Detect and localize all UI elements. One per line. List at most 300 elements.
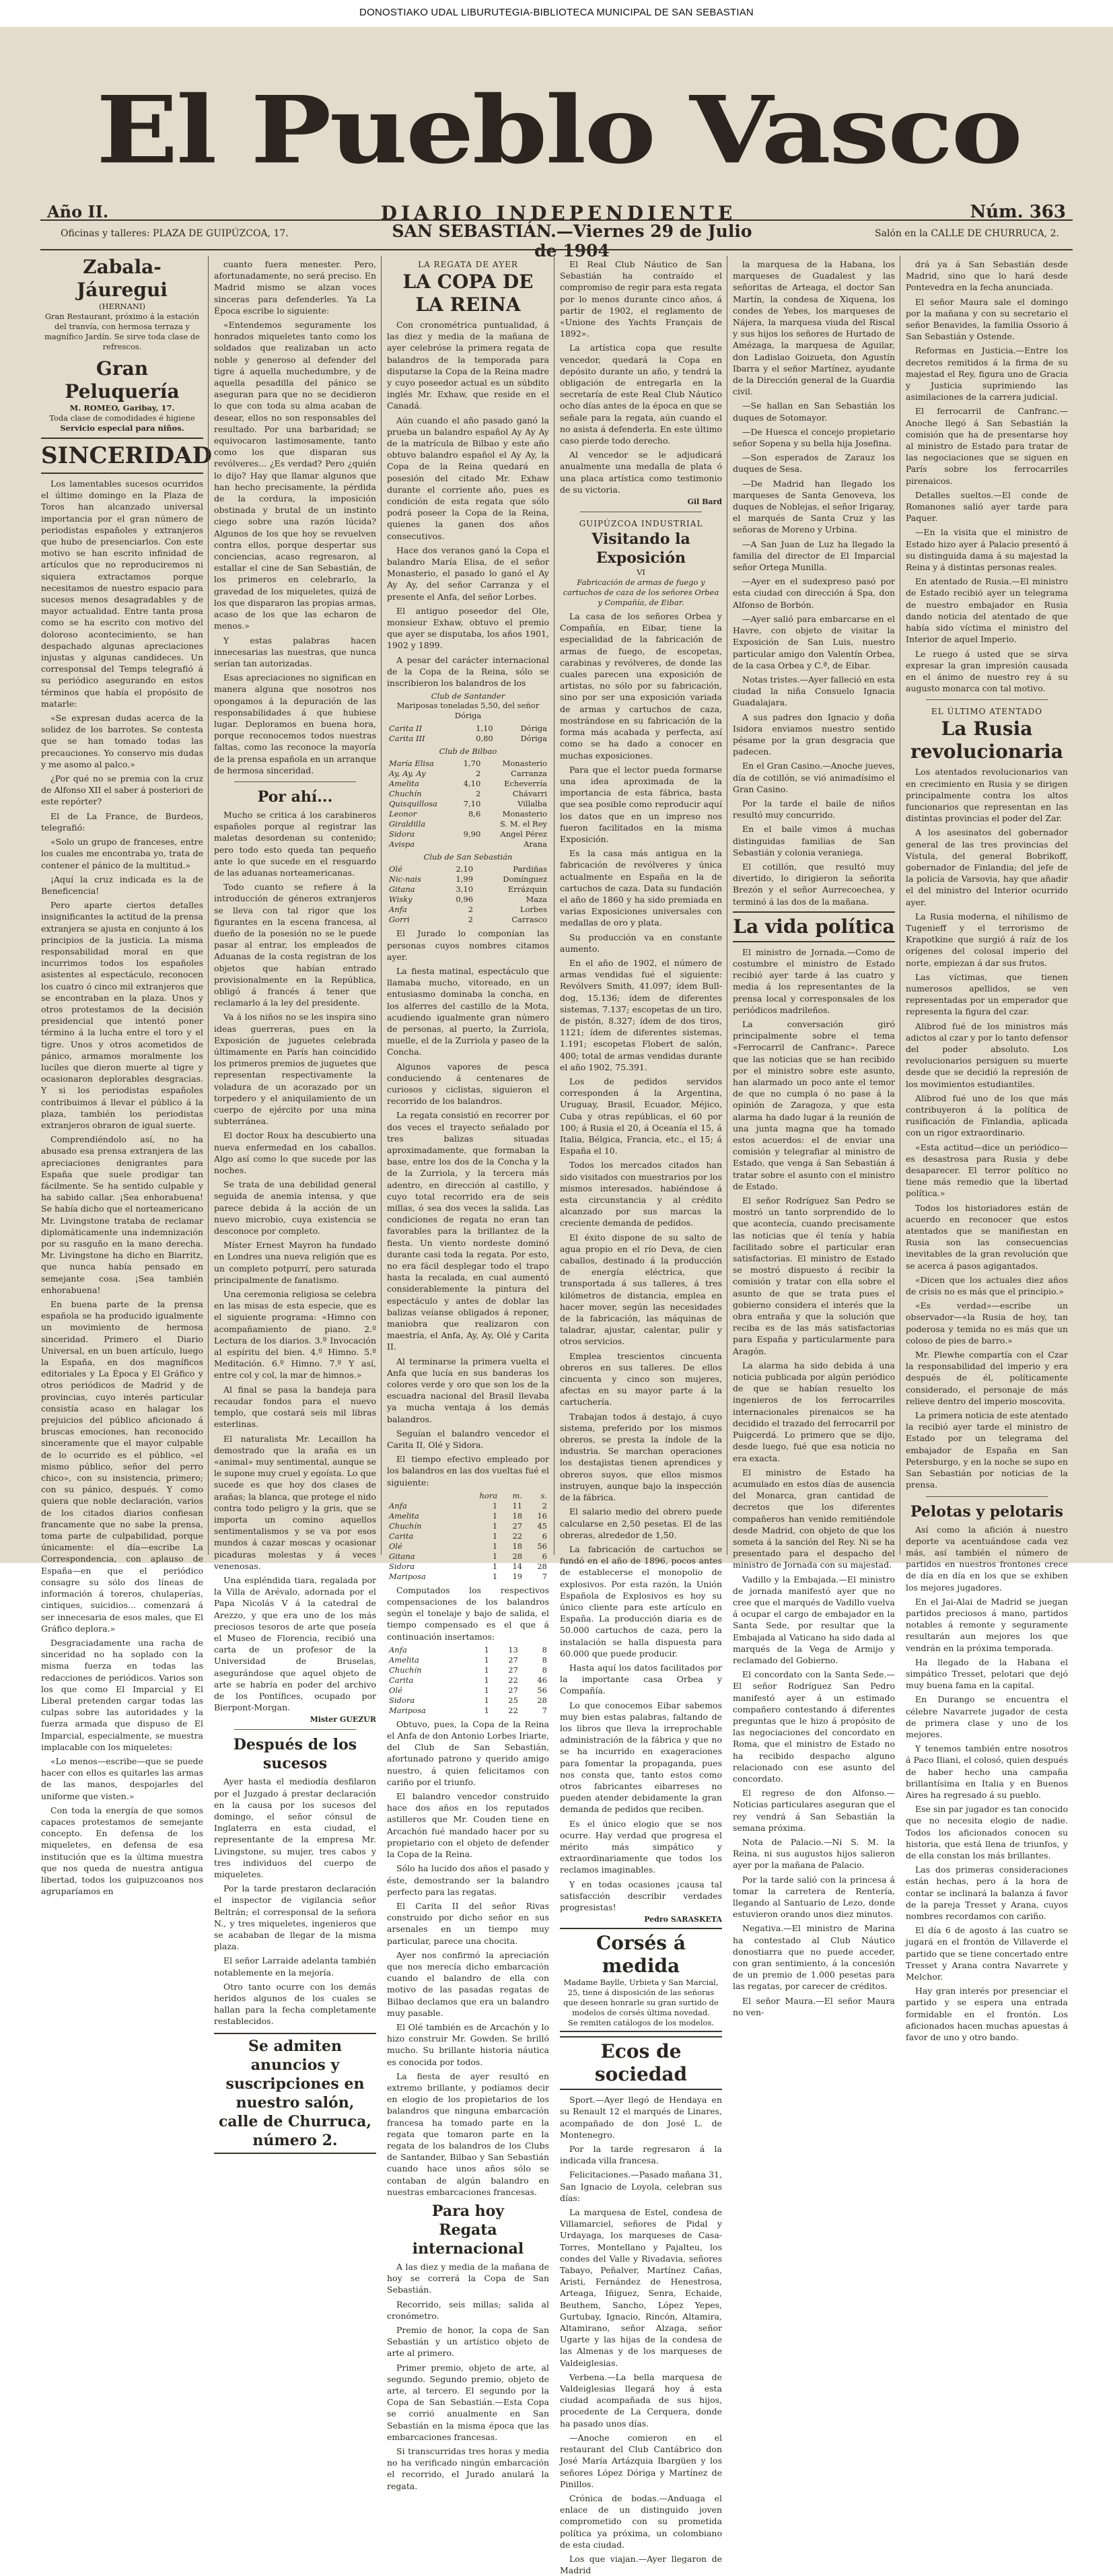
- article-paragraph: En atentado de Rusia.—El ministro de Estado recibió ayer un telegrama de nuestro embajador en Rusia dando noticia del atentado de que había sido víctima el ministro del Interior de aquel Imperio.: [906, 576, 1068, 645]
- article-paragraph: Ayer nos confirmó la apreciación que nos merecía dicho embarcación cuando el balandro de ella con motivo de las pasadas regatas de Bilbao declamos que era un balandro muy pasable.: [387, 1949, 549, 2018]
- table-cell: 22: [508, 1675, 518, 1685]
- table-cell: 45: [537, 1521, 547, 1531]
- table-cell: Leonor: [389, 809, 417, 819]
- table-cell: 1: [492, 1541, 498, 1551]
- column-separator: [381, 256, 382, 1555]
- table-cell: 0,80: [476, 734, 493, 744]
- article-paragraph: drá ya á San Sebastián desde Madrid, sino que lo hará desde Pontevedra en la fecha anunciada.: [906, 259, 1068, 293]
- table-cell: Carita III: [389, 734, 425, 744]
- article-paragraph: La Rusia moderna, el nihilismo de Tugenieff y el terrorismo de Krapotkine que surgió á raíz de los orígenes del colosal imperio del norte, empiezan á dar sus frutos.: [906, 911, 1068, 968]
- ad-corses-text: Madame Baylle, Urbieta y San Marcial, 25, tiene á disposición de las señoras que deseen honrarle su gran surtido de modelos de corsés última novedad.: [563, 1978, 719, 2018]
- article-paragraph: El cotillón, que resultó muy divertido, lo dirigieron la señorita Brezón y el señor Aurrecoechea, y terminó á las dos de la mañana.: [733, 861, 895, 907]
- article-paragraph: A las diez y media de la mañana de hoy se correrá la Copa de San Sebastián.: [387, 2261, 549, 2295]
- article-paragraph: —Se hallan en San Sebastián los duques de Sotomayor.: [733, 401, 895, 423]
- column-5: [729, 256, 899, 2017]
- table-cell: 8: [542, 1655, 547, 1665]
- article-paragraph: Por la tarde salió con la princesa á tomar la carretera de Rentería, llegando al Santuario de Lezo, donde estuvieron orando unos diez minutos.: [733, 1874, 895, 1920]
- club-santander-label: Club de Santander: [431, 691, 505, 701]
- table-cell: 27: [512, 1521, 523, 1531]
- table-row: [387, 1501, 549, 1511]
- club-bilbao-label: Club de Bilbao: [439, 746, 497, 757]
- article-paragraph: La casa de los señores Orbea y Compañía, en Eibar, tiene la especialidad de la fabricación de armas de fuego, de escopetas, carabinas y revólveres, de donde las cuales parecen una exposición de artistas, no sólo por su fabricación, sino por ser una exposición variada de armas y cartuchos de caza, mostrándose en su fabricación de la forma más acabada y perfecta, así como se ha dado a conocer en muchas exposiciones.: [560, 611, 722, 761]
- table-cell: 9,90: [463, 829, 481, 839]
- article-paragraph: Aún cuando el año pasado ganó la prueba un balandro español Ay Ay Ay de la matrícula de Bilbao y este año obtuvo balandro español el Ay Ay, la Copa de la Reina quedará en posesión del citado Mr. Exhaw durante el corriente año, pues es condición de esta regata que sólo podrá poseer la Copa de la Reina, quienes la ganen dos años consecutivos.: [387, 415, 549, 541]
- masthead: [40, 67, 1073, 236]
- article-paragraph: Detalles sueltos.—El conde de Romanones salió ayer tarde para Paquer.: [906, 489, 1068, 524]
- article-paragraph: El señor Rodríguez San Pedro se mostró un tanto sorprendido de lo que acontecía, cuando precisamente las noticias que él tenía y había facilitado sobre el particular eran satisfactorias. El ministro de Estado se mostró dispuesto á recibir la comisión y tratar con ella sobre el asunto de que se trata pues el gobierno considera el interés que la obra entraña y que la solución que reciba es de las más satisfactorias para España y particularmente para Aragón.: [733, 1195, 895, 1356]
- table-times: [387, 1491, 549, 1582]
- article-paragraph: Todos los historiadores están de acuerdo en reconocer que estos atentados que se manifiestan en Rusia son las consecuencias inevitables de la gran revolución que se acerca á pasos agigantados.: [906, 1202, 1068, 1271]
- club-san-sebastian-label: Club de San Sebastián: [423, 852, 513, 862]
- table-row: [387, 874, 549, 884]
- article-paragraph: Al final se pasa la bandeja para recaudar fondos para el nuevo templo, que costará seis mil libras esterlinas.: [214, 1384, 376, 1430]
- article-paragraph: Los lamentables sucesos ocurridos el último domingo en la Plaza de Toros han alcanzado universal importancia por el gran número de periodistas españoles y extranjeros que hubo de presenciarlos. Con este motivo se han escrito infinidad de artículos que no reproduciremos ni siquiera extractamos porque necesitamos de nuestro espacio para sucesos menos desagradables y de mayor actualidad. Entre tanta prosa como se ha escrito con motivo del doloroso acontecimiento, se han despachado algunas apreciaciones injustas y algunas candideces. Un corresponsal del Temps telegrafió á su periódico asegurando en estos términos que había el propósito de matarle:: [41, 479, 203, 709]
- article-paragraph: A sus padres don Ignacio y doña Isidora enviamos nuestro sentido pésame por la gran desgracia que padecen.: [733, 711, 895, 757]
- table-cell: Carranza: [511, 769, 547, 779]
- column-3: [383, 256, 553, 2491]
- article-paragraph: La conversación giró principalmente sobre el tema «Ferrocarril de Canfranc». Parece que las noticias que se han recibido por el ministro sobre este asunto, han alarmado un poco ante el temor de que no cumpla ó no pase á la opinión de Zaragoza, y que esta alarma ha dado lugar á la reunión de una junta magna que ha tomado estos acuerdos: el de enviar una comisión y telegrafiar al ministro de Estado, que venga á San Sebastián á tratar sobre el asunto con el ministro de Estado.: [733, 1018, 895, 1191]
- article-paragraph: Las víctimas, que tienen numerosos apellidos, se ven representadas por un emperador que representa la figura del czar.: [906, 971, 1068, 1017]
- article-paragraph: El éxito dispone de su salto de agua propio en el río Deva, de cien caballos, destinado á la producción de energía eléctrica, que transportada á sus talleres, á tres kilómetros de distancia, emplea en hacer mover, según las necesidades de la fabricación, las máquinas de taladrar, ajustar, calentar, pulir y otros servicios.: [560, 1232, 722, 1347]
- table-cell: Avispa: [389, 839, 415, 849]
- table-compensated: [387, 1645, 549, 1716]
- article-paragraph: Los que viajan.—Ayer llegaron de Madrid: [560, 2553, 722, 2576]
- article-paragraph: La fiesta matinal, espectáculo que llamaba mucho, vitoreado, en un entusiasmo dominaba la concha, en los alferres del castillo de la Mota, acudiendo igualmente gran número de personas, al puerto, la Zurriola, muelle, el de la Zurriola y paseo de la Concha.: [387, 965, 549, 1057]
- table-cell: 46: [537, 1675, 547, 1685]
- masthead-infoline: [40, 219, 1073, 260]
- article-paragraph: Por la tarde regresaron á la indicada villa francesa.: [560, 2144, 722, 2166]
- table-row: [387, 915, 549, 925]
- article-paragraph: Esas apreciaciones no significan en manera alguna que nosotros nos opongamos á la depuración de las responsabilidades á que hubiese lugar. Deploramos en buena hora, porque reconocemos todos nuestras faltas, como las reconoce la mayoría de la prensa española en un arranque de hermosa sinceridad.: [214, 672, 376, 775]
- article-paragraph: El señor Maura.—El señor Maura no ven-: [733, 1995, 895, 2017]
- table-row: [387, 819, 549, 829]
- column-separator: [208, 256, 209, 1555]
- table-cell: 1,70: [463, 759, 481, 769]
- table-cell: 2: [475, 789, 481, 799]
- table-row: [387, 799, 549, 809]
- article-paragraph: Reformas en Justicia.—Entre los decretos remitidos á la firma de su majestad el Rey, figura uno de Gracia y Justicia suprimiendo las asimilaciones de la carrera judicial.: [906, 345, 1068, 403]
- article-paragraph: Al vencedor se le adjudicará anualmente una medalla de plata ó una placa artística como testimonio de su victoria.: [560, 450, 722, 495]
- article-paragraph: La fiesta de ayer resultó en extremo brillante, y podíamos decir en elogio de los propietarios de los balandros que ninguna embarcación francesa ha tomado parte en la regata que tomaron parte en la regata de los balandros de los Clubs de Santander, Bilbao y San Sebastián cuando hace unos años sólo se contaban de algún balandro en nuestras embarcaciones francesas.: [387, 2070, 549, 2197]
- table-cell: Amelita: [389, 779, 419, 789]
- columns: [37, 256, 1077, 2576]
- article-paragraph: Si transcurridas tres horas y media no ha verificado ningún embarcación el recorrido, el Jurado anulará la regata.: [387, 2446, 549, 2491]
- table-cell: Quisquillosa: [389, 799, 437, 809]
- article-paragraph: El balandro vencedor construido hace dos años en los reputados astilleros que Mr. Couden tiene en Arcachón fué mandado hacer por su propietario con el objeto de defender la Copa de la Reina.: [387, 1791, 549, 1860]
- article-paragraph: En buena parte de la prensa española se ha producido igualmente un movimiento de hermosa sinceridad. Primero el Diario Universal, en un buen artículo, luego la España, en dos magníficos editoriales y La Época y El Gráfico y otros periódicos de Madrid y de provincias, cuyo interés particular consistía acaso en halagar los prejuicios del público aficionado á bruscas emociones, han reconocido sinceramente que el mayor culpable de lo ocurrido es el público, «el mismo público, señor del perro chico», con su insistencia, primero; con su pánico, después. Y como quiera que noble declaración, varios de los citados diarios confiesan francamente que no sabe la prensa, toma parte de culpabilidad, porque únicamente: el día—escribe La Correspondencia, con aplauso de España—en que el periódico consagre su sólo dos líneas de información á toreros, chulaperías, cintiques, suicidios... comenzará á ser innecesaria de esos males, que El Gráfico deplora.»: [41, 1299, 203, 1634]
- headline-para-hoy: Para hoy: [431, 2202, 505, 2220]
- table-row: [387, 759, 549, 769]
- article-paragraph: Computados los respectivos compensaciones de los balandros según el tonelaje y bajo de salida, el tiempo compensado es el que á continuación insertamos:: [387, 1585, 549, 1642]
- table-cell: 2: [468, 905, 474, 915]
- article-paragraph: En el Jai-Alai de Madrid se juegan partidos preciosos á mano, partidos notables á remonte y seguramente resultarán aun mejores los que vendrán en la próxima temporada.: [906, 1596, 1068, 1653]
- table-cell: Gitana: [389, 884, 415, 895]
- table-cell: Chuchín: [389, 1521, 422, 1531]
- table-cell: Wisky: [389, 895, 412, 905]
- table-cell: Angel Pérez: [500, 829, 547, 839]
- article-paragraph: «Esta actitud—dice un periódico—es desastrosa para Rusia y debe desaparecer. El terror político no tiene más remedio que la libertad política.»: [906, 1142, 1068, 1199]
- table-cell: 1: [492, 1500, 498, 1510]
- table-cell: Gorri: [389, 915, 410, 925]
- article-paragraph: Y estas palabras hacen innecesarias las nuestras, que nunca serían tan autorizadas.: [214, 635, 376, 668]
- article-paragraph: En Durango se encuentra el célebre Navarrete jugador de cesta de primera clase y uno de los mejores.: [906, 1694, 1068, 1739]
- table-cell: 1: [492, 1571, 498, 1581]
- ad-peluqueria-text2: Servicio especial para niños.: [60, 423, 184, 433]
- article-paragraph: Todo cuanto se refiere á la introducción de géneros extranjeros se lleva con tal rigor que los figurantes en la escena francesa, al dueño de la posesión no se le puede pasar al entrar, los empleados de Aduanas de la costa registran de los objetos que habían entrado provisionalmente en la República, obligó á francés á tener que reclamarlo á la ley del presidente.: [214, 882, 376, 1008]
- table-cell: 27: [508, 1665, 518, 1675]
- table-row: [387, 864, 549, 874]
- masthead-title: El Pueblo Vasco: [96, 75, 1021, 184]
- table-cell: 1,99: [456, 874, 474, 884]
- ad-zabala-text: Gran Restaurant, próximo á la estación del tranvía, con hermosa terraza y magnífico Jardín. Se sirve toda clase de refrescos.: [44, 312, 200, 351]
- table-cell: 6: [542, 1551, 547, 1561]
- table-cell: 13: [508, 1644, 518, 1655]
- table-cell: 1: [492, 1531, 498, 1541]
- article-paragraph: —De Madrid han llegado los marqueses de Santa Genoveva, los duques de Noblejas, el señor Irigaray, el marqués de Santa Cruz y las señoras de Moreno y Urbina.: [733, 478, 895, 535]
- article-paragraph: Premio de honor, la copa de San Sebastián y un artístico objeto de arte al primero.: [387, 2325, 549, 2359]
- article-paragraph: Vadillo y la Embajada.—El ministro de jornada manifestó ayer que no cree que el marqués de Vadillo vuelva á ocupar el cargo de embajador en la Santa Sede, por resultar que la Embajada al Vaticano ha sido dada al marqués de la Vega de Armijo y reclamado del Gobierno.: [733, 1574, 895, 1665]
- article-paragraph: La fabricación de cartuchos se fundó en el año de 1896, pocos antes de establecerse el monopolio de explosivos. Por esta razón, la Unión Española de Explosivos es hoy su único cliente para este artículo en España. La producción diaria es de 50.000 cartuchos de caza, pero la instalación se halla dispuesta para 60.000 que puede producir.: [560, 1543, 722, 1659]
- article-paragraph: El regreso de don Alfonso.—Noticias particulares aseguran que el rey vendrá á San Sebastián la semana próxima.: [733, 1788, 895, 1833]
- roman-numeral: VI: [637, 567, 645, 578]
- article-paragraph: Hasta aquí los datos facilitados por la importante casa Orbea y Compañía.: [560, 1662, 722, 1696]
- table-cell: Echeverría: [504, 779, 547, 789]
- dateline: SAN SEBASTIÁN.—Viernes 29 de Julio de 1904: [392, 221, 752, 260]
- table-cell: 28: [537, 1561, 547, 1571]
- article-paragraph: Ayer hasta el mediodía desfilaron por el Juzgado á prestar declaración en la causa por los sucesos del domingo, el señor cónsul de Inglaterra en esta ciudad, el representante de la empresa Mr. Livingstone, su mujer, tres cabos y tres individuos del cuerpo de miqueletes.: [214, 1776, 376, 1879]
- table-cell: 3,10: [456, 884, 474, 895]
- table-cell: 2: [475, 769, 481, 779]
- article-paragraph: Otro tanto ocurre con los demás heridos algunos de los cuales se hallan para la fecha completamente restablecidos.: [214, 1981, 376, 2027]
- article-paragraph: A pesar del carácter internacional de la Copa de la Reina, sólo se inscribieron los balandros de los: [387, 654, 549, 689]
- archive-header: DONOSTIAKO UDAL LIBURUTEGIA-BIBLIOTECA MUNICIPAL DE SAN SEBASTIAN: [0, 0, 1113, 27]
- ad-zabala-sub: (HERNANI): [98, 302, 146, 311]
- table-cell: 1: [492, 1510, 498, 1521]
- table-cell: [455, 839, 482, 849]
- article-paragraph: Sólo ha lucido dos años el pasado y éste, demostrando ser la balandro perfecto para las regatas.: [387, 1863, 549, 1897]
- article-paragraph: Con cronométrica puntualidad, á las diez y media de la mañana de ayer celebróse la primera regata de balandros de la temporada para disputarse la Copa de la Reina madre y cuyo poseedor actual es un súbdito inglés Mr. Exhaw, que reside en el Canadá.: [387, 320, 549, 411]
- divider: [926, 699, 1048, 700]
- table-cell: Nic-nais: [389, 874, 421, 884]
- article-paragraph: Crónica de bodas.—Anduaga el enlace de un distinguido joven comprometido con su prometida política ya próxima, un colombiano de esta ciudad.: [560, 2493, 722, 2550]
- table-row: [387, 1696, 549, 1706]
- headline-despues-sucesos: Después de los sucesos: [233, 1736, 357, 1773]
- article-paragraph: ¿Por qué no se premia con la cruz de Alfonso XII el saber á posteriori de este repórter?: [41, 773, 203, 807]
- article-paragraph: Primer premio, objeto de arte, al segundo. Segundo premio, objeto de arte, al tercero. El segundo por la Copa de San Sebastián.—Esta Copa se corrió anualmente en San Sebastián en la misma época que las embarcaciones francesas.: [387, 2362, 549, 2442]
- headline-rusia-revolucionaria: La Rusia revolucionaria: [910, 718, 1063, 763]
- article-paragraph: Comprendiéndolo así, no ha abusado esa prensa extranjera de las apreciaciones denigrantes para España que suele prodigar tan fácilmente. Se ha sentido culpable y ha sabido callar. ¡Sea enhorabuena! Se había dicho que el norteamericano Mr. Livingstone trataba de reclamar diplomáticamente una indemnización por su rasguño en la mano derecha. Mr. Livingstone ha dicho en Biarritz, que nunca había pensado en semejante cosa. ¡Sea también enhorabuena!: [41, 1134, 203, 1295]
- article-paragraph: A los asesinatos del gobernador general de las tres provincias del Vístula, del general Bobrikoff, gobernador de Finlandia; del jefe de la policía de Varsovia, hay que añadir el del ministro del Interior ocurrido ayer.: [906, 827, 1068, 907]
- table-cell: 56: [537, 1541, 547, 1551]
- ad-peluqueria-title: Gran Peluquería: [65, 357, 180, 403]
- table-cell: 27: [508, 1685, 518, 1695]
- table-cell: Ay, Ay, Ay: [389, 769, 426, 779]
- table-cell: Sidora: [389, 1695, 415, 1705]
- table-santander: [387, 724, 549, 744]
- article-paragraph: «Solo un grupo de franceses, entre los cuales me encontraba yo, trata de contener el pánico de la multitud.»: [41, 837, 203, 870]
- table-cell: 11: [512, 1500, 523, 1510]
- article-paragraph: El día 6 de agosto á las cuatro se jugará en el frontón de Villaverde el partido que se tiene concertado entre Tresset y Arana contra Navarrete y Melchor.: [906, 1925, 1068, 1982]
- table-cell: Olé: [389, 1541, 402, 1551]
- article-paragraph: Así como la afición á nuestro deporte va acentuándose cada vez más, así también el número de partidos en nuestros frontones crece de día en día en los que se exhiben los mejores jugadores.: [906, 1524, 1068, 1593]
- article-paragraph: cuanto fuera menester. Pero, afortunadamente, no será preciso. En Madrid mismo se alzan voces sinceras para defenderles. Ya La Época escribe lo siguiente:: [214, 259, 376, 316]
- column-4: [556, 256, 726, 2576]
- article-paragraph: El tiempo efectivo empleado por los balandros en las dos vueltas fué el siguiente:: [387, 1454, 549, 1488]
- article-paragraph: —Ayer salió para embarcarse en el Havre, con objeto de visitar la Exposición de San Luis, nuestro particular amigo don Valentín Orbea, de la casa Orbea y C.ª, de Eibar.: [733, 613, 895, 670]
- article-paragraph: El doctor Roux ha descubierto una nueva enfermedad en los caballos. Algo así como lo que sucede por las noches.: [214, 1130, 376, 1176]
- table-header-cell: [387, 1491, 460, 1501]
- article-paragraph: Los atentados revolucionarios van en crecimiento en Rusia y se dirigen principalmente contra los altos funcionarios que representan en las distintas provincias el poder del Zar.: [906, 767, 1068, 824]
- table-cell: 27: [508, 1655, 518, 1665]
- table-cell: 19: [512, 1571, 523, 1581]
- article-paragraph: Todos los mercados citados han sido visitados con muestrarios por los mismos interesados, habiéndose á esta circunstancia y al crédito alcanzado por sus marcas la creciente demanda de pedidos.: [560, 1160, 722, 1228]
- table-row: [387, 1531, 549, 1541]
- table-cell: Mariposa: [389, 1705, 426, 1715]
- article-paragraph: Algunos vapores de pesca conduciendo á centenares de curiosos y ciclistas, siguieron el recorrido de los balandros.: [387, 1061, 549, 1107]
- table-cell: Monasterio: [502, 759, 547, 769]
- table-cell: 6: [542, 1531, 547, 1541]
- article-paragraph: «Es verdad»—escribe un observador—«la Rusia de hoy, tan poderosa y temida no es más que un coloso de pies de barro.»: [906, 1300, 1068, 1346]
- article-paragraph: ¡Aquí la cruz indicada es la de Beneficencia!: [41, 874, 203, 896]
- subscription-notice: Se admiten anuncios y suscripciones en nuestro salón, calle de Churruca, número 2.: [218, 2037, 372, 2149]
- article-paragraph: La marquesa de Estel, condesa de Villamarciel, señores de Pidal y Urdayaga, los marqueses de Casa-Torres, Montellano y Pajalteu, los condes del Valle y Rivadavia, señores Tabayo, Peñalver, Martínez Cañas, Aristi, Fernández de Henestrosa, Arteaga, Iñiguez, Senra, Echaide, Beuthem, Sancho, López Yepes, Gurtubay, Ignacio, Rincón, Altamira, Altamirano, señor Alzaga, señor Ugarte y las hijas de la condesa de las Almenas y de los marqueses de Valdeiglesias.: [560, 2207, 722, 2368]
- table-row: [387, 779, 549, 789]
- article-paragraph: Mucho se critica á los carabineros españoles porque al registrar las maletas desordenan su contenido; pero todo esto queda tan pequeño ante lo que sucede en el resguardo de las aduanas norteamericanas.: [214, 809, 376, 878]
- article-paragraph: Felicitaciones.—Pasado mañana 31, San Ignacio de Loyola, celebran sus días:: [560, 2169, 722, 2203]
- table-row: [387, 905, 549, 915]
- article-paragraph: Notas tristes.—Ayer falleció en esta ciudad la niña Consuelo Ignacia Guadalajara.: [733, 674, 895, 708]
- table-header-cell: m.: [512, 1490, 523, 1500]
- article-paragraph: Hace dos veranos ganó la Copa el balandro María Elisa, de el señor Monasterio, el pasado lo ganó el Ay Ay Ay, del señor Carranza y el presente el Anfa, del señor Lorbes.: [387, 545, 549, 602]
- article-paragraph: Una espléndida tiara, regalada por la Villa de Arévalo, adornada por el Papa Nicolás V á la catedral de Arezzo, y que era uno de los más preciosos tesoros de arte que poseía el Museo de Florencia, recibió una carta de un profesor de la Universidad de Bruselas, asegurándose que aquel objeto de arte se habría en poder del archivo de los Pontífices, ocupado por Bierpont-Morgan.: [214, 1574, 376, 1713]
- article-paragraph: Emplea trescientos cincuenta obreros en sus talleres. De ellos cincuenta y cinco son mujeres, afectas en su mayor parte á la cartuchería.: [560, 1350, 722, 1407]
- article-paragraph: Y en todas ocasiones ¡causa tal satisfacción describir verdades progresistas!: [560, 1879, 722, 1912]
- table-cell: Mariposa: [389, 1571, 426, 1581]
- article-paragraph: Para que el lector pueda formarse una idea aproximada de la importancia de esta fábrica, basta que sea posible como reproducir aquí los datos que en un impreso nos fueron facilitados en la misma Exposición.: [560, 764, 722, 844]
- table-row: [387, 884, 549, 895]
- kicker-guipuzcoa-industrial: GUIPÚZCOA INDUSTRIAL: [579, 519, 703, 529]
- masthead-subtitle: DIARIO INDEPENDIENTE: [380, 202, 737, 224]
- table-row: [387, 1655, 549, 1665]
- article-paragraph: Pero aparte ciertos detalles insignificantes la actitud de la prensa extranjera se ajusta en conjunto á los principios de la justicia. La misma responsabilidad moral en que incurrimos todos los españoles asistentes al espectáculo, reconocen los cuatro ó cinco mil extranjeros que se encontraban en la plaza. Unos y otros protestamos de la decisión presidencial que intentó poner término á la lucha entre el toro y el tigre. Unos y otros acometidos de pánico, armamos moralmente los lucíles que dieron muerte al tigre y ocasionaron deplorables desgracias. Y si los periodistas españoles contribuimos á llevar el público á la plaza, también los periodistas extranjeros obraron de igual suerte.: [41, 900, 203, 1130]
- article-paragraph: El ministro de Estado ha acumulado en estos días de ausencia del Monarca, gran cantidad de decretos que los diferentes compañeros han venido remitiéndole desde Madrid, con objeto de que los someta á la sanción del Rey. Ni se ha presentado para el despacho del ministro de Jornada con su majestad.: [733, 1467, 895, 1570]
- article-paragraph: El Olé también es de Arcachón y lo hizo construir Mr. Gowden. Se brilló mucho. Su brillante historia náutica es conocida por todos.: [387, 2021, 549, 2067]
- table-cell: S. M. el Rey: [500, 819, 547, 829]
- table-cell: 16: [537, 1510, 547, 1521]
- column-6: [902, 256, 1072, 2043]
- table-cell: Lorbes: [519, 905, 547, 915]
- table-cell: 0,96: [456, 895, 474, 905]
- table-cell: Chuchín: [389, 789, 422, 799]
- table-cell: 1: [484, 1655, 489, 1665]
- table-cell: 1: [492, 1521, 498, 1531]
- article-paragraph: —De Huesca el concejo propietario señor Sopena y su bella hija Josefina.: [733, 426, 895, 449]
- table-cell: 7: [542, 1705, 547, 1715]
- table-cell: 1: [484, 1675, 489, 1685]
- article-paragraph: Le ruego á usted que se sirva expresar la gran impresión causada en el ánimo de nuestro rey á su augusto monarca con tal motivo.: [906, 648, 1068, 694]
- signature: Gil Bard: [687, 497, 722, 507]
- table-san-sebastian: [387, 864, 549, 925]
- article-paragraph: En el año de 1902, el número de armas vendidas fué el siguiente: Revólvers Smith, 41.097; ídem Bull-dog, 15.136; ídem de diferentes sistemas, 7.137; escopetas de un tiro, de pistón, 8.327; ídem de dos tiros, 1121; ídem de diferentes sistemas, 1.191; escopetas Flobert de salón, 400; total de armas vendidas durante el año 1902, 75.391.: [560, 957, 722, 1072]
- article-paragraph: —Ayer en el sudexpreso pasó por esta ciudad con dirección á Spa, don Alfonso de Borbón.: [733, 576, 895, 610]
- table-cell: Giraldilla: [389, 819, 426, 829]
- article-paragraph: El Real Club Náutico de San Sebastián ha contraído el compromiso de regir para esta regata por lo menos durante cinco años, á partir de 1902, el reglamento de «Unione des Yachts Français de 1892».: [560, 259, 722, 339]
- article-paragraph: Las dos primeras consideraciones están hechas, pero á la hora de contar se inclinará la balanza á favor de la pareja Tresset y Arana, cuyos nombres recordamos con cariño.: [906, 1865, 1068, 1921]
- table-cell: Gitana: [389, 1551, 415, 1561]
- headline-visitando-exposicion: Visitando la Exposición: [591, 530, 690, 567]
- article-paragraph: El antiguo poseedor del Ole, monsieur Exhaw, obtuvo el premio que ayer se disputaba, los años 1901, 1902 y 1899.: [387, 605, 549, 651]
- table-cell: Sidora: [389, 1561, 415, 1571]
- table-row: [387, 1675, 549, 1685]
- article-paragraph: Y tenemos también entre nosotros á Paco Iliani, el colosó, quien después de haber hecho una campaña brillantísima en Italia y en Buenos Aires ha regresado á su pueblo.: [906, 1743, 1068, 1800]
- headline-pelotas-pelotaris: Pelotas y pelotaris: [910, 1502, 1064, 1521]
- article-paragraph: La artística copa que resulte vencedor, quedará la Copa en depósito durante un año, y tendrá la obligación de entregarla en la secretaría de este Real Club Náutico ocho días antes de la época en que se señale para la regata, aún cuando el no asista á defenderla. En este último caso pierde todo derecho.: [560, 343, 722, 446]
- table-row: [387, 839, 549, 849]
- article-paragraph: En el Gran Casino.—Anoche jueves, día de cotillón, se vió animadísimo el Gran Casino.: [733, 761, 895, 794]
- column-1: [37, 256, 213, 1897]
- article-paragraph: Verbena.—La bella marquesa de Valdeiglesias llegará hoy á esta ciudad acompañada de sus hijos, procedente de La Cerquera, donde ha pasado unos días.: [560, 2371, 722, 2429]
- article-paragraph: El Jurado lo componían las personas cuyos nombres citamos ayer.: [387, 928, 549, 962]
- table-cell: Anfa: [389, 1500, 407, 1510]
- table-row: [387, 895, 549, 905]
- article-paragraph: El Carita II del señor Rivas construido por dicho señor en sus arsenales en un tiempo muy particular, parece una chocita.: [387, 1900, 549, 1946]
- table-row: [387, 809, 549, 819]
- offices-address: Oficinas y talleres: PLAZA DE GUIPÚZCOA, 17.: [61, 228, 289, 239]
- article-paragraph: Ese sin par jugador es tan conocido que no necesita elogio de nadie. Todos los aficionados conocen su historia, que está llena de triunfos, y de ella constan los más brillantes.: [906, 1804, 1068, 1860]
- table-row: [387, 1706, 549, 1716]
- table-cell: Dóriga: [520, 734, 547, 744]
- table-cell: Olé: [389, 864, 402, 874]
- signature: Mister GUEZUR: [310, 1715, 376, 1725]
- ad-peluqueria-text: Toda clase de comodidades é higiene: [49, 413, 195, 423]
- table-cell: Villalba: [517, 799, 547, 809]
- table-cell: Anfa: [389, 1644, 407, 1655]
- table-cell: Carita II: [389, 724, 423, 734]
- article-paragraph: «Entendemos seguramente los honrados miqueletes tanto como los soldados que realizaban un acto noble y generoso al defender del tigre á aquella muchedumbre, y de aquella pesadilla del pánico se aseguran para que no se decidieron lo que con toda su alma acaban de desear, ellos no son responsables del resultado. Por una barbaridad; se equivocaron lastimosamente, tanto como los que disparan sus revólveres... ¿Es verdad? Pero ¿quién lo dijo? Hay que llamar algunos que han hecho precisamente, la pérdida de la cordura, la imposición obstinada y brutal de un instinto ciego sobre una razón lúcida? Algunos de los que hoy se revuelven contra ellos, porque despertar sus conciencias, acaso regresaron, al estallar el cine de San Sebastián, de los primeros en celebrarlo, la gravedad de los miqueletes, quizá de los que dispararon las propias armas, acaso de los que las echaron de menos.»: [214, 320, 376, 631]
- table-cell: 2: [542, 1500, 547, 1510]
- article-paragraph: Por la tarde el baile de niños resultó muy concurrido.: [733, 798, 895, 821]
- article-paragraph: El señor Maura sale el domingo por la mañana y con su secretario el señor Benavides, la familia Ossorio á San Sebastián y Ostende.: [906, 296, 1068, 342]
- headline-ecos-sociedad: Ecos de sociedad: [594, 2040, 688, 2086]
- table-cell: Carita: [389, 1531, 414, 1541]
- table-cell: 1: [484, 1665, 489, 1675]
- table-cell: 18: [512, 1541, 523, 1551]
- article-paragraph: La primera noticia de este atentado la recibió ayer tarde el ministro de Estado por un telegrama del embajador de España en San Petersburgo, y en la noche se supo en San Sebastián por noticias de la prensa.: [906, 1410, 1068, 1490]
- table-cell: Domínguez: [503, 874, 547, 884]
- table-cell: 1,10: [476, 724, 493, 734]
- table-cell: Errázquin: [507, 884, 547, 895]
- masthead-issue-number: Núm. 363: [970, 202, 1066, 222]
- table-cell: 28: [537, 1695, 547, 1705]
- table-cell: 1: [484, 1644, 489, 1655]
- salon-address: Salón en la CALLE DE CHURRUCA, 2.: [875, 228, 1059, 239]
- headline-regata-internacional: Regata internacional: [412, 2221, 524, 2258]
- article-paragraph: El de La France, de Burdeos, telegrafió:: [41, 810, 203, 833]
- article-paragraph: —Son esperados de Zarauz los duques de Sesa.: [733, 452, 895, 475]
- headline-copa-reina: LA COPA DE LA REINA: [402, 271, 534, 316]
- table-cell: Amelita: [389, 1510, 419, 1521]
- table-row: [387, 1665, 549, 1675]
- table-cell: 8: [542, 1644, 547, 1655]
- article-paragraph: Su producción va en constante aumento.: [560, 932, 722, 954]
- article-paragraph: El naturalista Mr. Lecaillon ha demostrado que la araña es un «animal» muy sentimental, aunque se le supone muy cruel y egoísta. Lo que sucede es que hoy dos clases de arañas; la blanca, que protege el nido contra todo peligro y la gris, que se importa un comino aquellos sentimentalismos y se va por esos mundos á cazar moscas y ocasionar picaduras molestas y á veces venenosas.: [214, 1433, 376, 1571]
- table-cell: María Elisa: [389, 759, 434, 769]
- article-paragraph: Seguían el balandro vencedor el Carita II, Olé y Sidora.: [387, 1428, 549, 1451]
- table-cell: 1: [484, 1685, 489, 1695]
- table-cell: 2: [468, 915, 474, 925]
- divider: [926, 1496, 1048, 1497]
- table-cell: Olé: [389, 1685, 402, 1695]
- table-cell: 28: [512, 1551, 523, 1561]
- table-cell: Anfa: [389, 905, 407, 915]
- table-cell: Pardiñas: [513, 864, 547, 874]
- table-cell: 8,6: [468, 809, 481, 819]
- table-row: [387, 1541, 549, 1552]
- kicker-regata: LA REGATA DE AYER: [418, 260, 518, 269]
- article-paragraph: El señor Larraide adelanta también notablemente en la mejoría.: [214, 1955, 376, 1978]
- table-header-row: [387, 1491, 549, 1501]
- article-deck: Fabricación de armas de fuego y cartuchos de caza de los señores Orbea y Compañía, de Eibar.: [563, 578, 719, 608]
- article-paragraph: El concordato con la Santa Sede.—El señor Rodríguez San Pedro manifestó ayer á un estimado compañero contestando á diferentes preguntas que le hizo á propósito de las negociaciones del concordato en Roma, que el ministro de Estado no ha recibido despacho alguno relacionado con ese asunto del concordato.: [733, 1669, 895, 1784]
- article-paragraph: Ha llegado de la Habana el simpático Tresset, pelotari que dejó muy buena fama en la capital.: [906, 1657, 1068, 1691]
- ad-zabala-title: Zabala-Jáuregui: [77, 256, 168, 301]
- article-paragraph: Va á los niños no se les inspira sino ideas guerreras, pues en la Exposición de juguetes celebrada últimamente en París han coincidido los primeros premios de juguetes que representan respectivamente la voladura de un acorazado por un torpedero y el aniquilamiento de un cuerpo de ejército por una mina subterránea.: [214, 1012, 376, 1127]
- masthead-rule-bottom: [40, 249, 1073, 250]
- table-row: [387, 724, 549, 734]
- table-cell: Amelita: [389, 1655, 419, 1665]
- table-cell: [455, 819, 482, 829]
- table-cell: 7: [542, 1571, 547, 1581]
- article-paragraph: Nota de Palacio.—Ni S. M. la Reina, ni sus augustos hijos salieron ayer por la mañana de Palacio.: [733, 1837, 895, 1871]
- table-cell: 8: [542, 1665, 547, 1675]
- article-paragraph: Por la tarde prestaron declaración el inspector de vigilancia señor Beltrán; el corresponsal de la señora N., y tres miqueletes, ingenieros que se acababan de llegar de la misma plaza.: [214, 1883, 376, 1952]
- article-paragraph: El ferrocarril de Canfranc.—Anoche llegó á San Sebastián la comisión que ha de presentarse hoy al ministro de Estado para tratar de las negociaciones que se siguen en París sobre los ferrocarriles pirenaicos.: [906, 406, 1068, 486]
- article-paragraph: El salario medio del obrero puede calcularse en 2,50 pesetas. El de las obreras, alrededor de 1,50.: [560, 1506, 722, 1540]
- ad-peluqueria-owner: M. ROMEO, Garibay, 17.: [69, 403, 175, 413]
- table-cell: Maza: [526, 895, 547, 905]
- masthead-year: Año II.: [47, 202, 109, 221]
- article-paragraph: —Anoche comieron en el restaurant del Club Cantábrico don José María Artázquia Ibargüen y los señores López Dóriga y Martínez de Pinillos.: [560, 2432, 722, 2489]
- headline-por-ahi: Por ahí...: [257, 788, 333, 806]
- headline-vida-politica: La vida política: [733, 915, 895, 938]
- article-paragraph: «Lo menos—escribe—que se puede hacer con ellos es quitarles las armas de las manos, despojarles del uniforme que visten.»: [41, 1755, 203, 1801]
- table-cell: 7,10: [463, 799, 481, 809]
- article-paragraph: «Dicen que los actuales diez años de crisis no es más que el principio.»: [906, 1274, 1068, 1297]
- table-row: [387, 1552, 549, 1562]
- table-cell: Arana: [524, 839, 547, 849]
- table-cell: Monasterio: [502, 809, 547, 819]
- table-cell: Chávarri: [512, 789, 547, 799]
- table-row: [387, 1645, 549, 1655]
- article-paragraph: Sport.—Ayer llegó de Hendaya en su Renault 12 el marqués de Linares, acompañado de don José L. de Montenegro.: [560, 2095, 722, 2140]
- divider: [234, 1729, 356, 1730]
- table-cell: 22: [512, 1531, 523, 1541]
- article-paragraph: Mr. Plewhe compartía con el Czar la responsabilidad del imperio y era después de él, políticamente considerado, el personaje de más relieve dentro del imperio moscovita.: [906, 1350, 1068, 1406]
- table-cell: 1: [492, 1561, 498, 1571]
- table-cell: 1: [484, 1695, 489, 1705]
- table-header-cell: s.: [540, 1490, 547, 1500]
- article-paragraph: Es el único elogio que se nos ocurre. Hay verdad que progresa el mérito más simpático y extraordinariamente que todos los reclamos imaginables.: [560, 1818, 722, 1875]
- article-paragraph: Los de pedidos servidos corresponden á la Argentina, Uruguay, Brasil, Ecuador, Méjico, Cuba y otras repúblicas, el 60 por 100; á Rusia el 20, á Oceanía el 15, á Italia, Bélgica, Francia, etc., el 15; á España el 10.: [560, 1076, 722, 1156]
- article-paragraph: En el baile vimos á muchas distinguidas familias de San Sebastián y colonia veraniega.: [733, 824, 895, 858]
- table-row: [387, 734, 549, 744]
- kicker-ultimo-atentado: EL ÚLTIMO ATENTADO: [931, 707, 1043, 717]
- table-cell: 14: [512, 1561, 523, 1571]
- table-row: [387, 789, 549, 799]
- column-2: [210, 256, 380, 2149]
- ad-corses-title: Corsés á medida: [596, 1932, 686, 1978]
- table-cell: Carrasco: [511, 915, 547, 925]
